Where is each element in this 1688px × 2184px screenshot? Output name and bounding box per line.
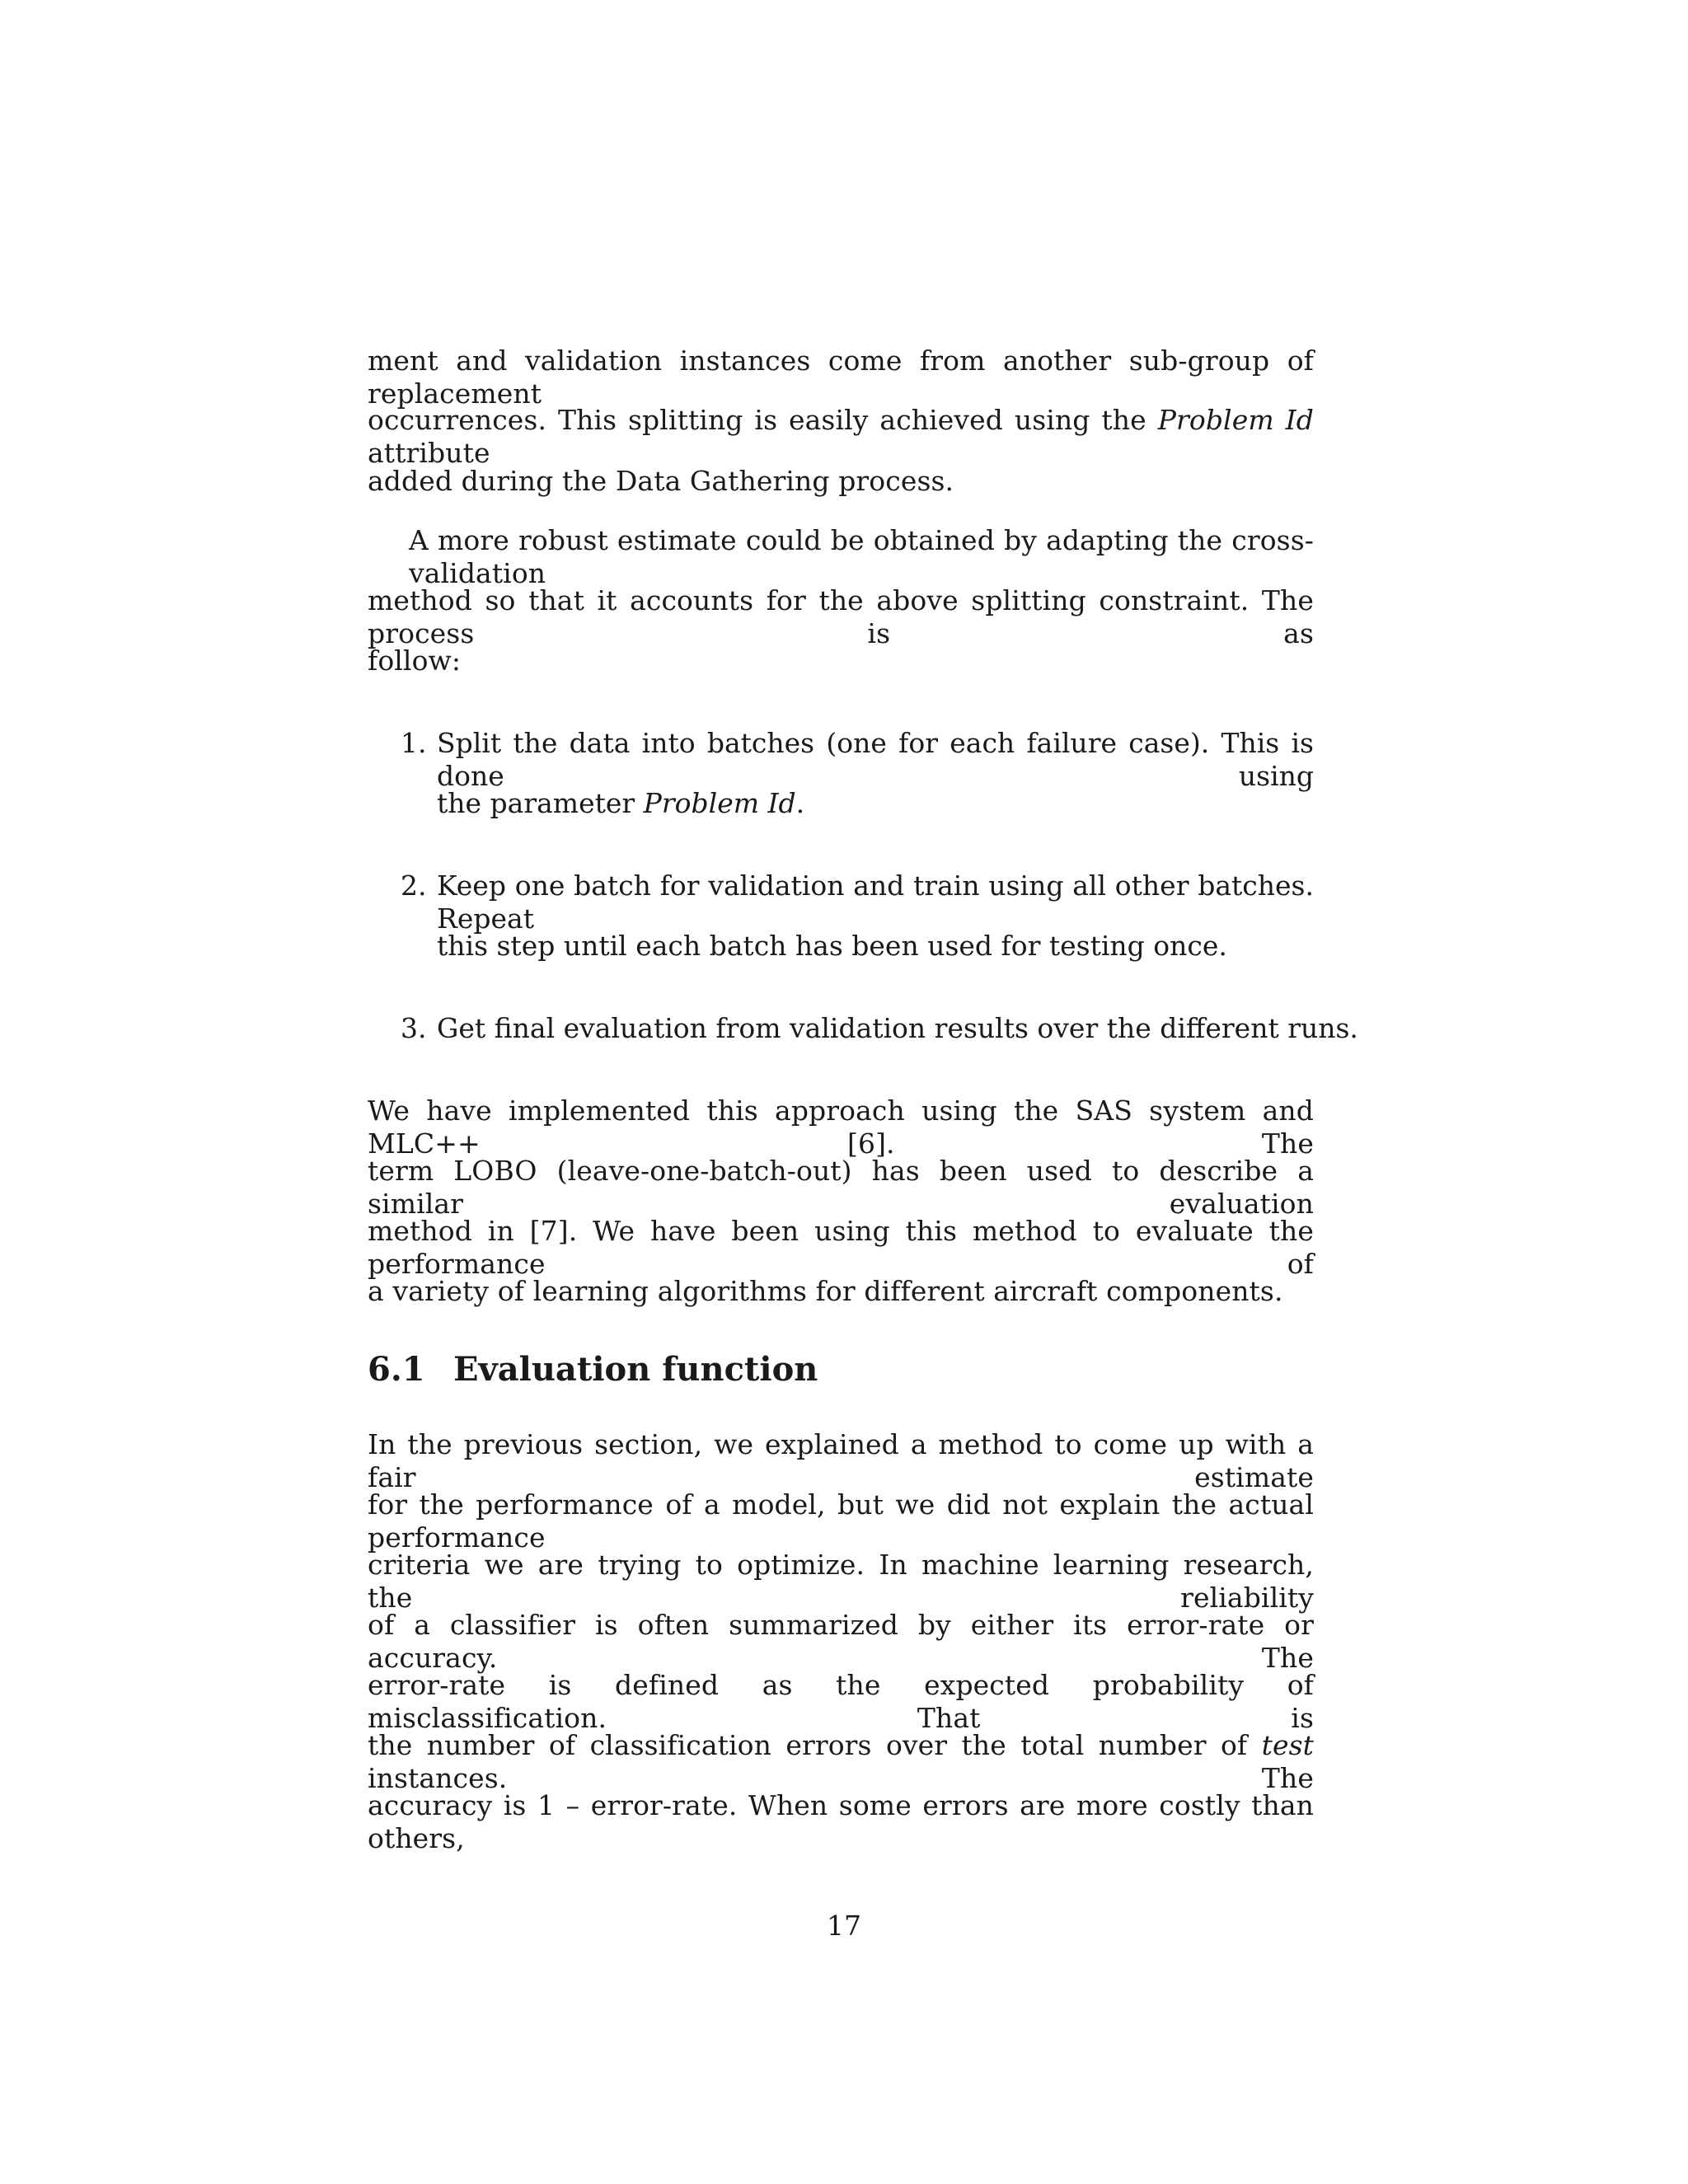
list-item-2-number: 2. <box>401 869 427 902</box>
paragraph-4-line-4: of a classifier is often summarized by either its error-rate or accuracy. The <box>368 1609 1314 1674</box>
section-number: 6.1 <box>368 1350 425 1389</box>
section-title: Evaluation function <box>453 1350 818 1389</box>
paragraph-1-line-2-text-b: attribute <box>368 437 490 469</box>
paragraph-4-line-1: In the previous section, we explained a method to come up with a fair estimate <box>368 1428 1314 1493</box>
test-term: test <box>1261 1729 1314 1761</box>
page-number: 17 <box>827 1910 861 1942</box>
paragraph-4-line-3: criteria we are trying to optimize. In machine learning research, the reliability <box>368 1549 1314 1614</box>
list-item-3-line-1: Get final evaluation from validation results over the different runs. <box>437 1012 1358 1044</box>
list-item-2-line-2: this step until each batch has been used for testing once. <box>437 930 1227 962</box>
paragraph-4-line-6 <box>368 1729 1314 1795</box>
paragraph-4-line-6-text-b: instances. The <box>368 1762 1314 1794</box>
list-item-1-line-2 <box>437 787 804 820</box>
list-item-1-number: 1. <box>401 727 427 759</box>
list-item-3-number: 3. <box>401 1012 427 1044</box>
paragraph-3-line-3: method in [7]. We have been using this method to evaluate the performance of <box>368 1215 1314 1280</box>
problem-id-term: Problem Id <box>1157 404 1314 436</box>
problem-id-term-list: Problem Id <box>643 787 796 819</box>
section-heading <box>368 1350 818 1390</box>
paragraph-1-line-2-text-a: occurrences. This splitting is easily achieved using the <box>368 404 1158 436</box>
paragraph-4-line-6-text-a: the number of classification errors over the total number of <box>368 1729 1262 1761</box>
list-item-1-line-1: Split the data into batches (one for each failure case). This is done using <box>437 727 1314 792</box>
paragraph-4-line-7: accuracy is 1 – error-rate. When some errors are more costly than others, <box>368 1789 1314 1854</box>
paragraph-2-line-1: A more robust estimate could be obtained by adapting the cross-validation <box>409 524 1314 589</box>
paragraph-3-line-2: term LOBO (leave-one-batch-out) has been used to describe a similar evaluation <box>368 1155 1314 1220</box>
paragraph-2-line-2: method so that it accounts for the above splitting constraint. The process is as <box>368 584 1314 649</box>
paragraph-1-line-2 <box>368 404 1314 470</box>
paragraph-3-line-1: We have implemented this approach using the SAS system and MLC++ [6]. The <box>368 1094 1314 1160</box>
paragraph-2-line-3: follow: <box>368 644 462 677</box>
list-item-1-line-2-text-b: . <box>795 787 805 819</box>
paragraph-4-line-2: for the performance of a model, but we did not explain the actual performance <box>368 1488 1314 1554</box>
paragraph-1-line-1: ment and validation instances come from another sub-group of replacement <box>368 344 1314 410</box>
list-item-1-line-2-text-a: the parameter <box>437 787 644 819</box>
paragraph-3-line-4: a variety of learning algorithms for different aircraft components. <box>368 1275 1283 1307</box>
paragraph-1-line-3: added during the Data Gathering process. <box>368 465 954 497</box>
paragraph-4-line-5: error-rate is defined as the expected probability of misclassification. That is <box>368 1669 1314 1734</box>
list-item-2-line-1: Keep one batch for validation and train using all other batches. Repeat <box>437 869 1314 935</box>
